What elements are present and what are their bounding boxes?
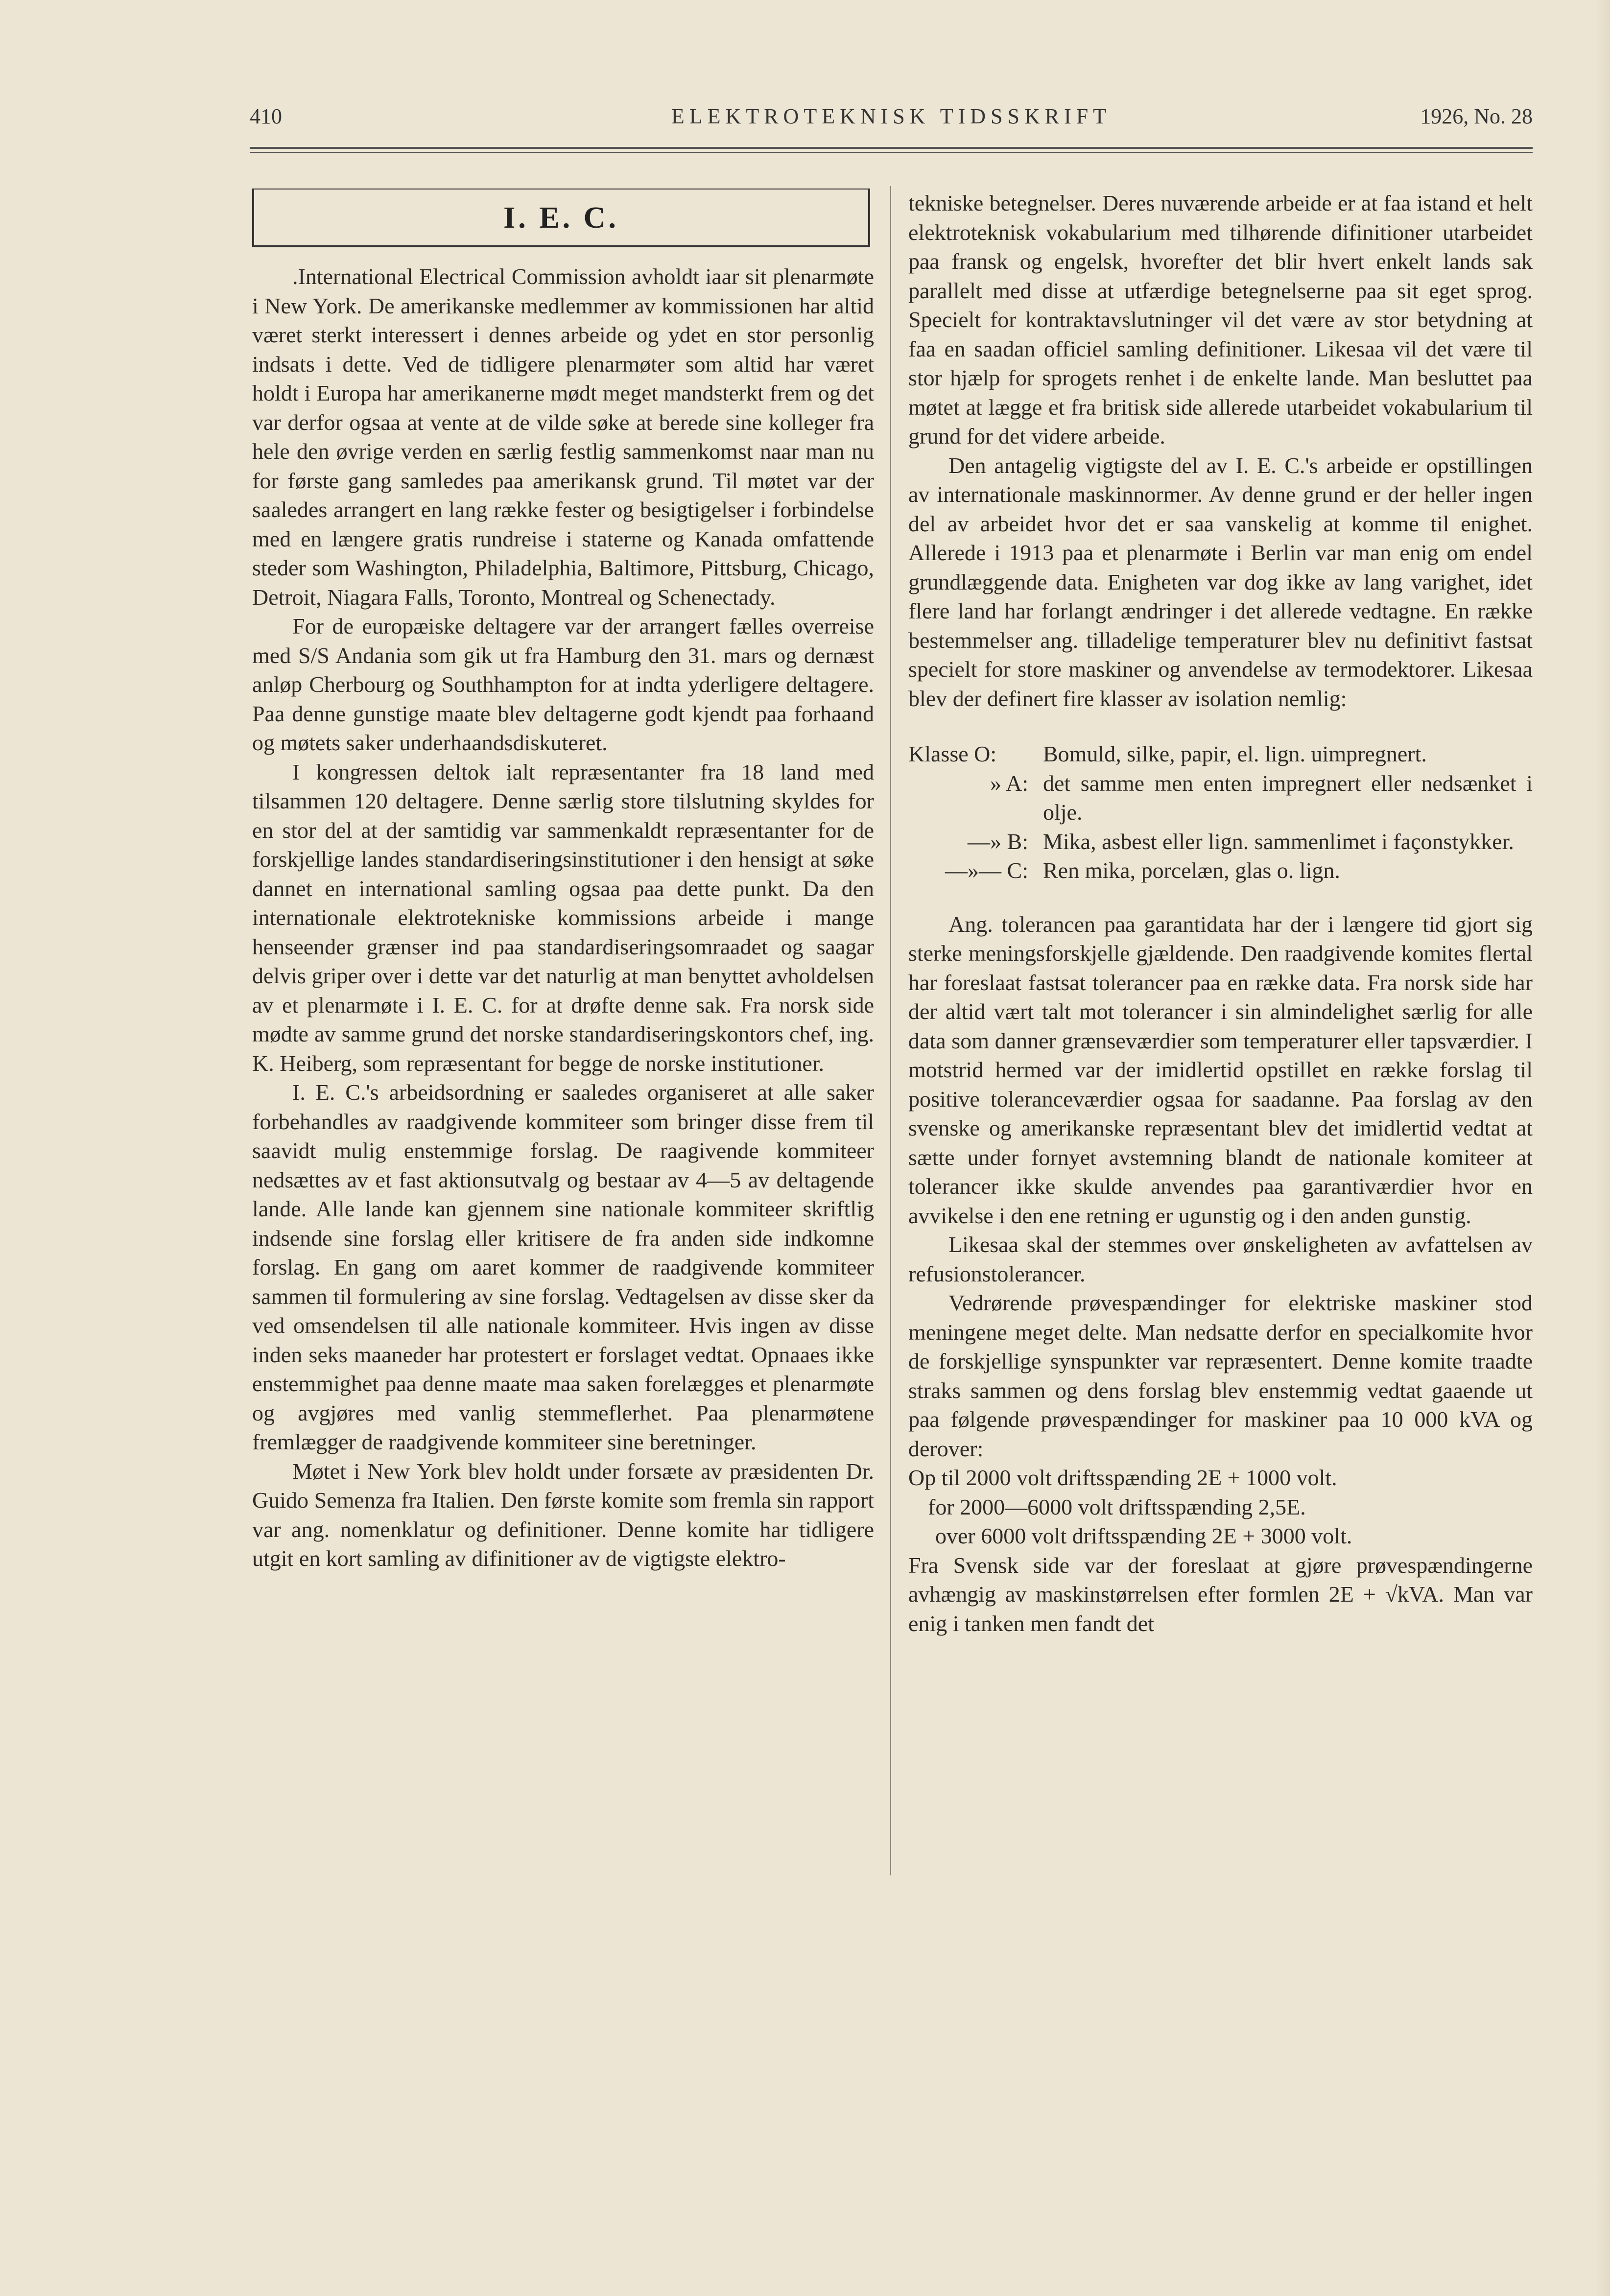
class-key: —» B: (968, 828, 1028, 854)
class-key: » A: (990, 770, 1028, 796)
page-edge-shading (1595, 0, 1610, 2296)
article-title-box (252, 189, 870, 247)
list-item (908, 827, 1533, 856)
page-number: 410 (250, 104, 282, 128)
formula-line: for 2000—6000 volt driftsspænding 2,5E. (928, 1494, 1306, 1519)
paragraph: I kongressen deltok ialt repræsentanter fra 18 land med tilsammen 120 deltagere. Denne særlig store tilslutning skyldes for en stor del at der samtidig var sammenkaldt repræsentanter for de forskjellige landes standardiseringsinstitutioner i den hensigt at søke dannet en international samling ogsaa paa dette punkt. Da den internationale elektrotekniske kommissions arbeide i mange henseender grænser ind paa standardiseringsomraadet og saagar delvis griper over i dette var det naturlig at man benyttet avholdelsen av et plenarmøte i I. E. C. for at drøfte denne sak. Fra norsk side mødte av samme grund det norske standardiseringskontors chef, ing. K. Heiberg, som repræsentant for begge de norske institutioner. (252, 759, 874, 1076)
journal-title: ELEKTROTEKNISK TIDSSKRIFT (671, 104, 1112, 128)
left-column (252, 262, 874, 1573)
paragraph: Likesaa skal der stemmes over ønskeligheten av avfattelsen av refusionstolerancer. (908, 1232, 1533, 1286)
paragraph: Fra Svensk side var der foreslaat at gjøre prøvespændingerne avhængig av maskinstørrelsen efter formlen 2E + √kVA. Man var enig i tanken men fandt det (908, 1552, 1533, 1636)
paragraph: For de europæiske deltagere var der arrangert fælles overreise med S/S Andania som gik ut fra Hamburg den 31. mars og dernæst anløp Cherbourg og Southhampton for at indta yderligere deltagere. Paa denne gunstige maate blev deltagerne godt kjendt paa forhaand og møtets saker underhaandsdiskuteret. (252, 614, 874, 755)
formula-line: Op til 2000 volt driftsspænding 2E + 1000 volt. (908, 1465, 1337, 1490)
right-column (908, 189, 1533, 1638)
paragraph: Den antagelig vigtigste del av I. E. C.'s arbeide er opstillingen av internationale maskinnormer. Av denne grund er der heller ingen del av arbeidet hvor det er saa vanskelig at komme til enighet. Allerede i 1913 paa et plenarmøte i Berlin var man enig om endel grundlæggende data. Enigheten var dog ikke av lang varighet, idet flere land har forlangt ændringer i det allerede vedtagne. En række bestemmelser ang. tilladelige temperaturer blev nu definitivt fastsat specielt for store maskiner og anvendelse av termodektorer. Likesaa blev der definert fire klasser av isolation nemlig: (908, 452, 1533, 711)
list-item (908, 856, 1533, 885)
header-rule-thin (250, 152, 1533, 153)
class-value: Mika, asbest eller lign. sammenlimet i façonstykker. (1043, 828, 1514, 854)
class-key: Klasse O: (908, 741, 997, 766)
article-title: I. E. C. (503, 201, 619, 235)
insulation-class-list (908, 739, 1533, 885)
paragraph: Vedrørende prøvespændinger for elektriske maskiner stod meningene meget delte. Man nedsatte derfor en specialkomite hvor de forskjellige synspunkter var repræsentert. Denne komite traadte straks sammen og dens forslag blev enstemmig vedtat gaaende ut paa følgende prøvespændinger for maskiner paa 10 000 kVA og derover: (908, 1290, 1533, 1461)
class-value: Ren mika, porcelæn, glas o. lign. (1043, 858, 1340, 883)
paragraph: Møtet i New York blev holdt under forsæte av præsidenten Dr. Guido Semenza fra Italien. Den første komite som fremla sin rapport var ang. nomenklatur og definitioner. Denne komite har tidligere utgit en kort samling av difinitioner av de vigtigste elektro- (252, 1458, 874, 1571)
class-value: det samme men enten impregnert eller nedsænket i olje. (1043, 770, 1533, 825)
header-rule-thick (250, 147, 1533, 149)
paragraph: I. E. C.'s arbeidsordning er saaledes organiseret at alle saker forbehandles av raadgivende kommiteer som bringer disse frem til saavidt mulig enstemmige forslag. De raagivende kommiteer nedsættes av et fast aktionsutvalg og bestaar av 4—5 av deltagende lande. Alle lande kan gjennem sine nationale kommiteer skriftlig indsende sine forslag eller kritisere de fra anden side indkomne forslag. En gang om aaret kommer de raadgivende kommiteer sammen til formulering av sine forslag. Vedtagelsen av disse sker da ved omsendelsen til alle nationale kommiteer. Hvis ingen av disse inden seks maaneder har protestert er forslaget vedtat. Opnaaes ikke enstemmighet paa denne maate maa saken forelægges et plenarmøte og avgjøres med vanlig stemmeflerhet. Paa plenarmøtene fremlægger de raadgivende kommiteer sine beretninger. (252, 1080, 874, 1454)
formula-line: over 6000 volt driftsspænding 2E + 3000 volt. (935, 1523, 1352, 1548)
paragraph: .International Electrical Commission avholdt iaar sit plenarmøte i New York. De amerikanske medlemmer av kommissionen har altid været sterkt interessert i dennes arbeide og ydet en stor personlig indsats i dette. Ved de tidligere plenarmøter som altid har været holdt i Europa har amerikanerne mødt meget mandsterkt frem og det var derfor ogsaa at vente at de vilde søke at berede sine kolleger fra hele den øvrige verden en særlig festlig sammenkomst naar man nu for første gang samledes paa amerikansk grund. Til møtet var der saaledes arrangert en lang række fester og besigtigelser i forbindelse med en længere gratis rundreise i staterne og Kanada omfattende steder som Washington, Philadelphia, Baltimore, Pittsburg, Chicago, Detroit, Niagara Falls, Toronto, Montreal og Schenectady. (252, 264, 874, 610)
paragraph: tekniske betegnelser. Deres nuværende arbeide er at faa istand et helt elektroteknisk vokabularium med tilhørende difinitioner utarbeidet paa fransk og engelsk, hvorefter det blir hvert enkelt lands sak parallelt med disse at utfærdige betegnelserne paa sit eget sprog. Specielt for kontraktavslutninger vil det være av stor betydning at faa en saadan officiel samling definitioner. Likesaa vil det være til stor hjælp for sprogets renhet i de enkelte lande. Man besluttet paa møtet at lægge et fra britisk side allerede utarbeidet vokabularium til grund for det videre arbeide. (908, 190, 1533, 449)
paragraph: Ang. tolerancen paa garantidata har der i længere tid gjort sig sterke meningsforskjelle gjældende. Den raadgivende komites flertal har foreslaat fastsat tolerancer paa en række data. Fra norsk side har der altid vært talt mot tolerancer i sin almindelighet særlig for alle data som danner grænseværdier som temperaturer eller tapsværdier. I motstrid hermed var der imidlertid opstillet en række forslag til positive toleranceværdier ogsaa for saadanne. Paa forslag av den svenske og amerikanske repræsentant blev det imidlertid vedtat at sætte under fornyet avstemning blandt de nationale komiteer at tolerancer ikke skulde anvendes paa garantiværdier hvor en avvikelse i den ene retning er ugunstig og i den anden gunstig. (908, 911, 1533, 1228)
list-item (908, 739, 1533, 769)
issue-label: 1926, No. 28 (1420, 104, 1533, 128)
column-divider (890, 186, 891, 1875)
class-key: —»— C: (945, 858, 1028, 883)
list-item (908, 769, 1533, 827)
class-value: Bomuld, silke, papir, el. lign. uimpregnert. (1043, 741, 1427, 766)
running-head (250, 104, 1533, 133)
